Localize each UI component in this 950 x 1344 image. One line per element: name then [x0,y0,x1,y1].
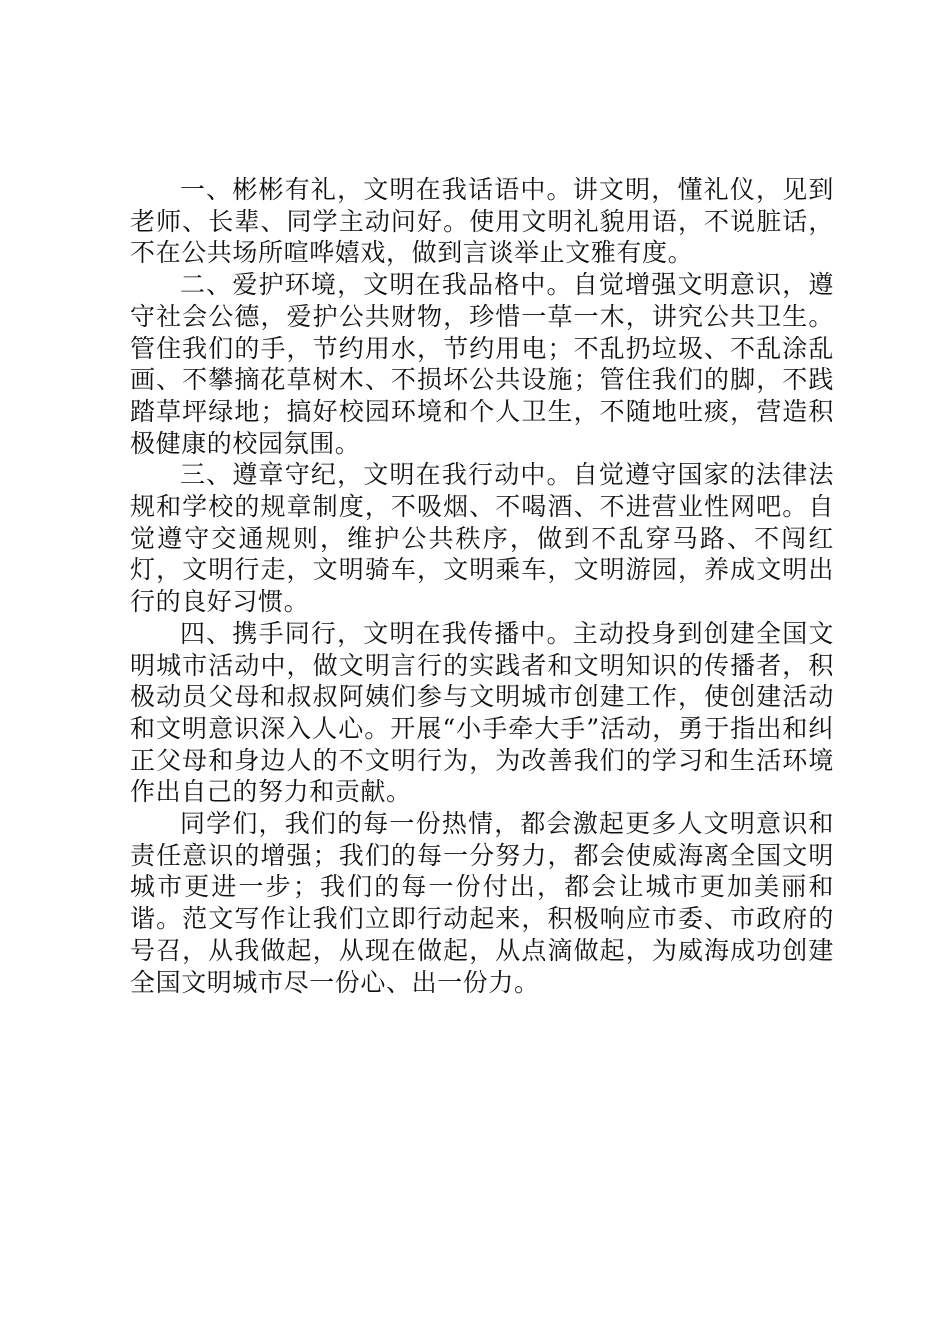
paragraph-3: 三、遵章守纪，文明在我行动中。自觉遵守国家的法律法规和学校的规章制度，不吸烟、不喝酒、不进营业性网吧。自觉遵守交通规则，维护公共秩序，做到不乱穿马路、不闯红灯，文明行走，文明骑车，文明乘车，文明游园，养成文明出行的良好习惯。 [130,460,834,617]
paragraph-1: 一、彬彬有礼，文明在我话语中。讲文明，懂礼仪，见到老师、长辈、同学主动问好。使用文明礼貌用语，不说脏话，不在公共场所喧哗嬉戏，做到言谈举止文雅有度。 [130,175,834,268]
paragraph-5: 同学们，我们的每一份热情，都会激起更多人文明意识和责任意识的增强；我们的每一分努力，都会使威海离全国文明城市更进一步；我们的每一份付出，都会让城市更加美丽和谐。范文写作让我们立即行动起来，积极响应市委、市政府的号召，从我做起，从现在做起，从点滴做起，为威海成功创建全国文明城市尽一份心、出一份力。 [130,809,834,997]
paragraph-4: 四、携手同行，文明在我传播中。主动投身到创建全国文明城市活动中，做文明言行的实践者和文明知识的传播者，积极动员父母和叔叔阿姨们参与文明城市创建工作，使创建活动和文明意识深入人心。开展“小手牵大手”活动，勇于指出和纠正父母和身边人的不文明行为，为改善我们的学习和生活环境作出自己的努力和贡献。 [130,618,834,807]
document-body [130,174,834,998]
paragraph-2: 二、爱护环境，文明在我品格中。自觉增强文明意识，遵守社会公德，爱护公共财物，珍惜一草一木，讲究公共卫生。管住我们的手，节约用水，节约用电；不乱扔垃圾、不乱涂乱画、不攀摘花草树木、不损坏公共设施；管住我们的脚，不践踏草坪绿地；搞好校园环境和个人卫生，不随地吐痰，营造积极健康的校园氛围。 [130,270,834,458]
